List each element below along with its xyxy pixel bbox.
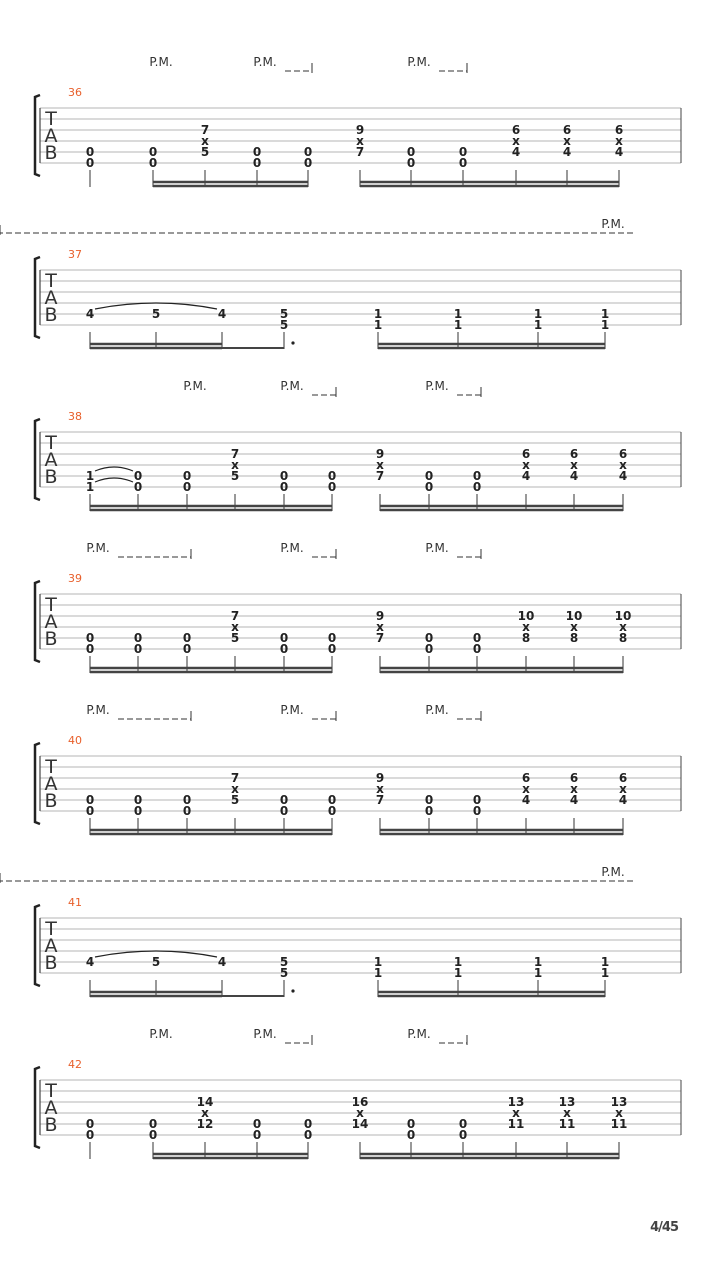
fret-number: x [512, 134, 520, 148]
fret-number: 1 [373, 318, 383, 332]
measure-number: 41 [68, 896, 82, 909]
fret-number: x [619, 620, 627, 634]
fret-number: 5 [151, 307, 161, 321]
fret-number: 0 [424, 631, 434, 645]
measure-number: 36 [68, 86, 82, 99]
fret-number: 14 [196, 1095, 214, 1109]
fret-number: 5 [151, 955, 161, 969]
measure-number: 42 [68, 1058, 82, 1071]
fret-number: 11 [558, 1117, 576, 1131]
tab-clef-letter: B [44, 142, 58, 164]
fret-number: 4 [217, 955, 227, 969]
tab-clef-letter: T [45, 756, 57, 778]
palm-mute-label: P.M. [253, 55, 277, 69]
fret-number: 0 [458, 1128, 468, 1142]
fret-number: 1 [533, 318, 543, 332]
tab-clef-letter: B [44, 628, 58, 650]
fret-number: 0 [252, 156, 262, 170]
palm-mute-label: P.M. [149, 1027, 173, 1041]
fret-number: 1 [533, 955, 543, 969]
tab-system [0, 865, 681, 997]
fret-number: x [570, 782, 578, 796]
fret-number: 0 [406, 1128, 416, 1142]
fret-number: 0 [327, 469, 337, 483]
fret-number: 6 [618, 771, 628, 785]
fret-number: 0 [472, 804, 482, 818]
measure-number: 38 [68, 410, 82, 423]
augmentation-dot [291, 989, 294, 992]
fret-number: 7 [200, 123, 210, 137]
measure-number: 40 [68, 734, 82, 747]
fret-number: 1 [600, 955, 610, 969]
fret-number: 13 [610, 1095, 628, 1109]
fret-number: 0 [85, 145, 95, 159]
fret-number: 0 [424, 480, 434, 494]
tab-system [35, 1027, 681, 1159]
system-bracket [35, 1067, 40, 1148]
fret-number: 0 [424, 642, 434, 656]
fret-number: 0 [327, 642, 337, 656]
tie-arc [95, 478, 133, 482]
fret-number: 7 [375, 469, 385, 483]
fret-number: 7 [230, 771, 240, 785]
fret-number: 9 [375, 609, 385, 623]
tab-clef-letter: B [44, 952, 58, 974]
fret-number: 0 [303, 1128, 313, 1142]
fret-number: x [376, 782, 384, 796]
fret-number: 11 [610, 1117, 628, 1131]
tab-clef-letter: T [45, 108, 57, 130]
fret-number: 0 [472, 793, 482, 807]
fret-number: 0 [182, 480, 192, 494]
fret-number: 13 [558, 1095, 576, 1109]
tab-clef-letter: B [44, 1114, 58, 1136]
tab-clef-letter: A [44, 125, 58, 147]
fret-number: 0 [458, 145, 468, 159]
fret-number: 1 [85, 469, 95, 483]
fret-number: 0 [327, 480, 337, 494]
tab-system [0, 217, 681, 349]
fret-number: x [522, 458, 530, 472]
fret-number: x [356, 134, 364, 148]
fret-number: x [563, 134, 571, 148]
fret-number: 9 [375, 771, 385, 785]
fret-number: x [231, 620, 239, 634]
fret-number: 0 [85, 156, 95, 170]
palm-mute-label: P.M. [86, 541, 110, 555]
fret-number: 1 [373, 307, 383, 321]
fret-number: 0 [148, 1117, 158, 1131]
fret-number: 14 [351, 1117, 369, 1131]
tab-clef-letter: B [44, 466, 58, 488]
fret-number: 4 [569, 469, 579, 483]
system-bracket [35, 743, 40, 824]
fret-number: x [570, 620, 578, 634]
fret-number: 1 [533, 307, 543, 321]
fret-number: 4 [614, 145, 624, 159]
fret-number: x [376, 458, 384, 472]
tab-clef-letter: T [45, 432, 57, 454]
fret-number: 0 [133, 793, 143, 807]
palm-mute-label: P.M. [407, 55, 431, 69]
fret-number: 0 [279, 480, 289, 494]
fret-number: 6 [569, 447, 579, 461]
fret-number: 0 [406, 1117, 416, 1131]
fret-number: 10 [517, 609, 535, 623]
fret-number: 0 [327, 804, 337, 818]
fret-number: 1 [373, 966, 383, 980]
fret-number: 6 [511, 123, 521, 137]
fret-number: 0 [472, 480, 482, 494]
fret-number: x [570, 458, 578, 472]
fret-number: 7 [375, 631, 385, 645]
fret-number: 1 [85, 480, 95, 494]
fret-number: 0 [406, 145, 416, 159]
tab-clef-letter: A [44, 773, 58, 795]
fret-number: 5 [279, 318, 289, 332]
system-bracket [35, 95, 40, 176]
fret-number: x [522, 782, 530, 796]
fret-number: 0 [406, 156, 416, 170]
tab-clef-letter: A [44, 611, 58, 633]
fret-number: 4 [521, 469, 531, 483]
tie-arc [95, 467, 133, 471]
palm-mute-label: P.M. [253, 1027, 277, 1041]
fret-number: 0 [252, 145, 262, 159]
fret-number: 1 [453, 318, 463, 332]
fret-number: 0 [472, 642, 482, 656]
tab-clef-letter: A [44, 1097, 58, 1119]
tab-clef-letter: T [45, 270, 57, 292]
fret-number: 13 [507, 1095, 525, 1109]
fret-number: 0 [182, 793, 192, 807]
fret-number: 0 [424, 469, 434, 483]
fret-number: 7 [355, 145, 365, 159]
fret-number: 0 [279, 793, 289, 807]
tab-clef-letter: T [45, 918, 57, 940]
system-bracket [35, 905, 40, 986]
fret-number: 1 [600, 318, 610, 332]
fret-number: 1 [600, 307, 610, 321]
fret-number: 4 [511, 145, 521, 159]
tab-clef-letter: B [44, 304, 58, 326]
fret-number: 11 [507, 1117, 525, 1131]
fret-number: 5 [230, 631, 240, 645]
fret-number: 0 [327, 631, 337, 645]
tab-clef-letter: T [45, 1080, 57, 1102]
fret-number: 0 [472, 469, 482, 483]
fret-number: 16 [351, 1095, 369, 1109]
fret-number: 0 [182, 804, 192, 818]
fret-number: 0 [279, 631, 289, 645]
fret-number: 0 [85, 631, 95, 645]
palm-mute-label: P.M. [149, 55, 173, 69]
fret-number: 4 [85, 955, 95, 969]
fret-number: 0 [424, 804, 434, 818]
fret-number: 0 [472, 631, 482, 645]
fret-number: 5 [279, 966, 289, 980]
fret-number: 6 [562, 123, 572, 137]
fret-number: 4 [85, 307, 95, 321]
fret-number: 0 [279, 642, 289, 656]
fret-number: 0 [303, 145, 313, 159]
fret-number: x [201, 134, 209, 148]
fret-number: 4 [618, 469, 628, 483]
system-bracket [35, 419, 40, 500]
fret-number: 1 [453, 955, 463, 969]
fret-number: 1 [533, 966, 543, 980]
fret-number: 12 [196, 1117, 214, 1131]
page-number: 4/45 [650, 1220, 678, 1235]
fret-number: 0 [133, 631, 143, 645]
augmentation-dot [291, 341, 294, 344]
fret-number: 0 [458, 1117, 468, 1131]
fret-number: 4 [521, 793, 531, 807]
fret-number: x [376, 620, 384, 634]
tab-system [35, 541, 681, 673]
fret-number: 5 [279, 955, 289, 969]
tab-clef-letter: A [44, 935, 58, 957]
fret-number: 9 [355, 123, 365, 137]
fret-number: 0 [279, 804, 289, 818]
fret-number: x [619, 458, 627, 472]
fret-number: 0 [252, 1117, 262, 1131]
fret-number: 5 [230, 793, 240, 807]
palm-mute-label: P.M. [280, 379, 304, 393]
fret-number: 0 [133, 469, 143, 483]
fret-number: 8 [521, 631, 531, 645]
fret-number: 4 [569, 793, 579, 807]
fret-number: 0 [85, 1117, 95, 1131]
fret-number: 0 [279, 469, 289, 483]
fret-number: x [356, 1106, 364, 1120]
palm-mute-label: P.M. [280, 703, 304, 717]
fret-number: 5 [230, 469, 240, 483]
fret-number: 7 [230, 447, 240, 461]
palm-mute-label: P.M. [601, 865, 625, 879]
tab-system [35, 55, 681, 187]
fret-number: 0 [182, 631, 192, 645]
fret-number: 8 [618, 631, 628, 645]
palm-mute-label: P.M. [407, 1027, 431, 1041]
fret-number: 1 [600, 966, 610, 980]
fret-number: 1 [453, 307, 463, 321]
palm-mute-label: P.M. [425, 541, 449, 555]
fret-number: 10 [614, 609, 632, 623]
fret-number: x [201, 1106, 209, 1120]
fret-number: 0 [133, 642, 143, 656]
fret-number: 0 [252, 1128, 262, 1142]
fret-number: 6 [569, 771, 579, 785]
tab-clef-letter: A [44, 287, 58, 309]
fret-number: x [231, 458, 239, 472]
fret-number: x [615, 1106, 623, 1120]
fret-number: 0 [133, 804, 143, 818]
fret-number: 0 [303, 1117, 313, 1131]
fret-number: 0 [85, 793, 95, 807]
fret-number: 5 [279, 307, 289, 321]
fret-number: 6 [521, 771, 531, 785]
palm-mute-label: P.M. [425, 379, 449, 393]
palm-mute-label: P.M. [425, 703, 449, 717]
fret-number: 1 [453, 966, 463, 980]
tab-system [35, 703, 681, 835]
fret-number: 0 [85, 1128, 95, 1142]
fret-number: 10 [565, 609, 583, 623]
fret-number: 6 [618, 447, 628, 461]
fret-number: 0 [133, 480, 143, 494]
fret-number: x [615, 134, 623, 148]
fret-number: x [619, 782, 627, 796]
palm-mute-label: P.M. [183, 379, 207, 393]
system-bracket [35, 257, 40, 338]
measure-number: 39 [68, 572, 82, 585]
fret-number: 0 [85, 804, 95, 818]
measure-number: 37 [68, 248, 82, 261]
fret-number: x [522, 620, 530, 634]
fret-number: 7 [375, 793, 385, 807]
fret-number: 0 [182, 469, 192, 483]
fret-number: 0 [148, 1128, 158, 1142]
fret-number: 0 [148, 145, 158, 159]
fret-number: x [563, 1106, 571, 1120]
fret-number: 0 [303, 156, 313, 170]
fret-number: 0 [182, 642, 192, 656]
tab-clef-letter: B [44, 790, 58, 812]
fret-number: 0 [458, 156, 468, 170]
fret-number: x [231, 782, 239, 796]
fret-number: 0 [327, 793, 337, 807]
fret-number: 1 [373, 955, 383, 969]
fret-number: 0 [85, 642, 95, 656]
system-bracket [35, 581, 40, 662]
fret-number: x [512, 1106, 520, 1120]
palm-mute-label: P.M. [86, 703, 110, 717]
fret-number: 0 [148, 156, 158, 170]
fret-number: 4 [562, 145, 572, 159]
palm-mute-label: P.M. [280, 541, 304, 555]
palm-mute-label: P.M. [601, 217, 625, 231]
fret-number: 5 [200, 145, 210, 159]
fret-number: 6 [614, 123, 624, 137]
fret-number: 7 [230, 609, 240, 623]
fret-number: 4 [618, 793, 628, 807]
fret-number: 8 [569, 631, 579, 645]
tab-system [35, 379, 681, 511]
tab-clef-letter: T [45, 594, 57, 616]
tab-clef-letter: A [44, 449, 58, 471]
fret-number: 4 [217, 307, 227, 321]
fret-number: 0 [424, 793, 434, 807]
fret-number: 6 [521, 447, 531, 461]
fret-number: 9 [375, 447, 385, 461]
